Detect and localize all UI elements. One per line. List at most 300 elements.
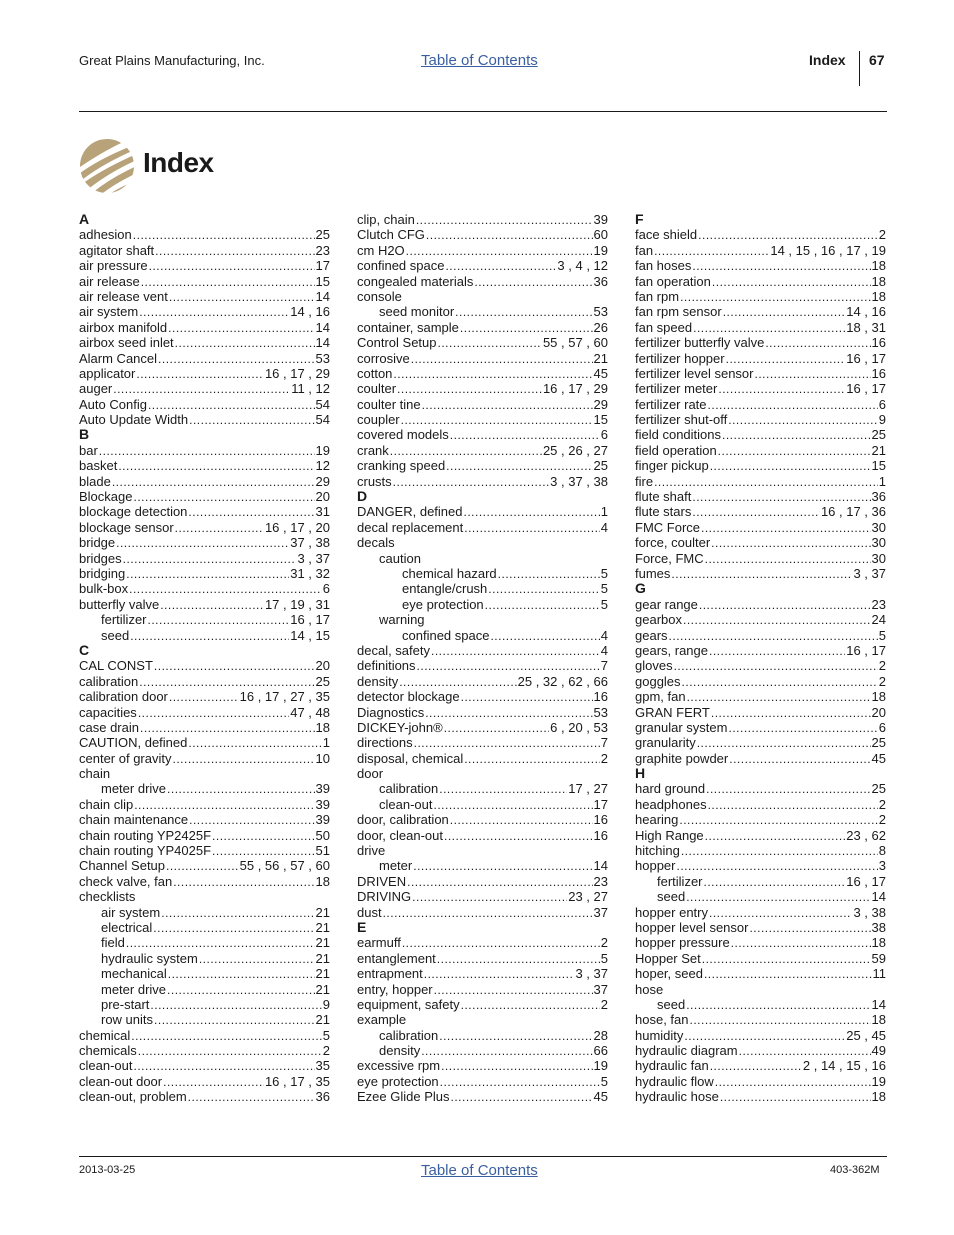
index-page-refs: 31 xyxy=(315,504,330,520)
dot-leader xyxy=(705,552,871,567)
index-entry xyxy=(635,966,886,981)
dot-leader xyxy=(139,675,314,690)
dot-leader xyxy=(711,706,871,721)
index-term: entry, hopper xyxy=(357,981,433,997)
index-term: GRAN FERT xyxy=(635,704,710,720)
dot-leader xyxy=(425,706,592,721)
index-column-1 xyxy=(79,212,330,1105)
index-term: excessive rpm xyxy=(357,1058,441,1074)
footer-rule xyxy=(79,1156,887,1157)
dot-leader xyxy=(464,505,600,520)
index-entry xyxy=(635,504,886,519)
index-entry xyxy=(635,474,886,489)
index-entry xyxy=(79,1058,330,1073)
index-entry xyxy=(357,1028,608,1043)
dot-leader xyxy=(444,829,593,844)
dot-leader xyxy=(434,983,593,998)
index-term: congealed materials xyxy=(357,273,474,289)
index-term: Auto Update Width xyxy=(79,412,189,428)
header-toc-link[interactable]: Table of Contents xyxy=(421,52,538,69)
index-page-refs: 2 xyxy=(600,750,608,766)
dot-leader xyxy=(421,1044,592,1059)
index-page-refs: 7 xyxy=(600,658,608,674)
index-entry xyxy=(79,674,330,689)
index-term: FMC Force xyxy=(635,519,700,535)
dot-leader xyxy=(173,752,315,767)
index-term: cotton xyxy=(357,365,393,381)
index-page-refs: 17 xyxy=(593,796,608,812)
dot-leader xyxy=(445,259,556,274)
index-term: hearing xyxy=(635,812,679,828)
dot-leader xyxy=(451,1090,593,1105)
index-page-refs: 9 xyxy=(322,996,330,1012)
dot-leader xyxy=(414,736,600,751)
index-entry xyxy=(357,797,608,812)
index-term: pre-start xyxy=(101,996,150,1012)
index-page-refs: 3 , 37 xyxy=(575,966,608,982)
dot-leader xyxy=(692,505,820,520)
index-term: calibration xyxy=(79,673,139,689)
index-page-refs: 38 xyxy=(871,919,886,935)
dot-leader xyxy=(498,567,600,582)
index-entry xyxy=(635,997,886,1012)
index-page-refs: 18 xyxy=(315,873,330,889)
index-entry xyxy=(79,366,330,381)
index-term: fan rpm xyxy=(635,288,680,304)
index-term: applicator xyxy=(79,365,136,381)
index-entry xyxy=(635,412,886,427)
index-page-refs: 28 xyxy=(593,1027,608,1043)
dot-leader xyxy=(212,829,315,844)
index-page-refs: 30 xyxy=(871,535,886,551)
dot-leader xyxy=(654,244,769,259)
dot-leader xyxy=(116,536,289,551)
dot-leader xyxy=(440,1075,600,1090)
index-term: bridging xyxy=(79,565,126,581)
index-page-refs: 53 xyxy=(593,704,608,720)
index-entry xyxy=(79,274,330,289)
index-page-refs: 39 xyxy=(593,212,608,227)
great-plains-logo-icon xyxy=(79,137,135,195)
index-term: cranking speed xyxy=(357,458,446,474)
index-page-refs: 36 xyxy=(315,1089,330,1105)
dot-leader xyxy=(671,567,852,582)
index-term: Blockage xyxy=(79,489,133,505)
index-term: fire xyxy=(635,473,654,489)
index-entry xyxy=(79,1043,330,1058)
index-term: field operation xyxy=(635,442,717,458)
index-entry xyxy=(79,535,330,550)
index-page-refs: 21 xyxy=(315,1012,330,1028)
index-page-refs: 16 , 17 , 20 xyxy=(264,519,330,535)
dot-leader xyxy=(490,629,599,644)
dot-leader xyxy=(123,552,297,567)
index-entry xyxy=(635,935,886,950)
index-entry xyxy=(79,381,330,396)
dot-leader xyxy=(169,290,315,305)
index-entry xyxy=(357,443,608,458)
index-entry xyxy=(79,735,330,750)
dot-leader xyxy=(173,875,314,890)
dot-leader xyxy=(439,782,567,797)
index-page-refs: 45 xyxy=(593,1089,608,1105)
index-page-refs: 3 xyxy=(878,858,886,874)
index-entry xyxy=(79,1012,330,1027)
index-term: Clutch CFG xyxy=(357,227,425,243)
index-page-refs: 7 xyxy=(600,735,608,751)
index-page-refs: 1 xyxy=(878,473,886,489)
index-entry xyxy=(357,1043,608,1058)
index-term: density xyxy=(379,1043,421,1059)
dot-leader xyxy=(679,813,877,828)
index-entry xyxy=(357,628,608,643)
index-entry xyxy=(635,1058,886,1073)
index-entry xyxy=(79,304,330,319)
index-entry xyxy=(357,520,608,535)
index-page-refs: 6 xyxy=(878,396,886,412)
dot-leader xyxy=(148,398,315,413)
dot-leader xyxy=(188,505,314,520)
index-entry xyxy=(635,812,886,827)
index-entry xyxy=(635,735,886,750)
dot-leader xyxy=(455,305,592,320)
index-entry xyxy=(79,966,330,981)
dot-leader xyxy=(133,490,314,505)
dot-leader xyxy=(431,644,600,659)
page-number: 67 xyxy=(869,52,885,68)
header-rule xyxy=(79,111,887,112)
dot-leader xyxy=(708,398,878,413)
index-entry xyxy=(635,920,886,935)
index-term: check valve, fan xyxy=(79,873,173,889)
index-page-refs: 2 xyxy=(600,935,608,951)
index-page-refs: 15 xyxy=(593,412,608,428)
index-term: hydraulic flow xyxy=(635,1073,714,1089)
index-entry xyxy=(79,628,330,643)
index-page-refs: 54 xyxy=(315,396,330,412)
index-entry xyxy=(357,335,608,350)
index-entry xyxy=(79,905,330,920)
index-term: mechanical xyxy=(101,966,167,982)
index-entry xyxy=(79,1028,330,1043)
index-term: seed xyxy=(101,627,130,643)
index-entry xyxy=(635,1074,886,1089)
dot-leader xyxy=(401,413,593,428)
dot-leader xyxy=(720,1090,871,1105)
dot-leader xyxy=(133,228,315,243)
index-page-refs: 49 xyxy=(871,1043,886,1059)
index-term: flute stars xyxy=(635,504,692,520)
index-term: DRIVING xyxy=(357,889,412,905)
index-entry xyxy=(357,781,608,796)
index-page-refs: 23 , 62 xyxy=(846,827,886,843)
dot-leader xyxy=(154,659,315,674)
dot-leader xyxy=(189,413,314,428)
dot-leader xyxy=(438,336,542,351)
index-term: fan rpm sensor xyxy=(635,304,722,320)
index-page-refs: 14 , 15 xyxy=(290,627,330,643)
index-term: Force, FMC xyxy=(635,550,704,566)
index-entry xyxy=(79,566,330,581)
index-page-refs: 2 xyxy=(322,1043,330,1059)
index-term: fertilizer hopper xyxy=(635,350,725,366)
index-group-term: hose xyxy=(635,981,664,997)
index-term: chain maintenance xyxy=(79,812,189,828)
index-entry xyxy=(357,689,608,704)
dot-leader xyxy=(739,1044,871,1059)
index-page-refs: 19 xyxy=(593,1058,608,1074)
index-term: fumes xyxy=(635,565,671,581)
index-entry xyxy=(635,643,886,658)
dot-leader xyxy=(681,844,878,859)
index-group-term: drive xyxy=(357,843,386,859)
dot-leader xyxy=(163,1075,264,1090)
index-page-refs: 37 xyxy=(593,904,608,920)
index-page-refs: 18 xyxy=(871,1012,886,1028)
index-entry xyxy=(79,720,330,735)
index-page-refs: 17 , 27 xyxy=(568,781,608,797)
index-entry xyxy=(79,705,330,720)
footer-doc-number: 403-362M xyxy=(830,1164,880,1176)
index-term: fertilizer level sensor xyxy=(635,365,754,381)
index-entry xyxy=(79,489,330,504)
index-entry xyxy=(635,720,886,735)
dot-leader xyxy=(682,675,878,690)
dot-leader xyxy=(461,690,593,705)
index-page-refs: 30 xyxy=(871,519,886,535)
index-entry xyxy=(357,227,608,242)
index-column-3 xyxy=(635,212,886,1105)
dot-leader xyxy=(450,428,600,443)
index-term: density xyxy=(357,673,399,689)
index-page-refs: 10 xyxy=(315,750,330,766)
index-term: DICKEY-john® xyxy=(357,719,443,735)
index-page-refs: 5 xyxy=(600,596,608,612)
index-term: gearbox xyxy=(635,612,682,628)
dot-leader xyxy=(728,413,878,428)
index-term: hose, fan xyxy=(635,1012,689,1028)
index-term: auger xyxy=(79,381,113,397)
index-term: fertilizer xyxy=(101,612,147,628)
index-page-refs: 6 xyxy=(878,719,886,735)
dot-leader xyxy=(407,875,592,890)
index-page-refs: 16 , 17 xyxy=(846,350,886,366)
index-entry xyxy=(79,581,330,596)
index-entry xyxy=(635,397,886,412)
index-group-term: console xyxy=(357,288,402,304)
index-page-refs: 6 xyxy=(322,581,330,597)
dot-leader xyxy=(390,444,542,459)
index-entry xyxy=(635,705,886,720)
index-letter-heading: E xyxy=(357,918,367,935)
index-entry xyxy=(635,889,886,904)
index-term: hoper, seed xyxy=(635,966,703,982)
index-term: chemical xyxy=(79,1027,131,1043)
dot-leader xyxy=(399,675,516,690)
index-entry xyxy=(79,520,330,535)
index-term: bridges xyxy=(79,550,122,566)
index-page-refs: 5 xyxy=(600,1073,608,1089)
index-entry xyxy=(635,858,886,873)
index-page-refs: 12 xyxy=(315,458,330,474)
index-page-refs: 50 xyxy=(315,827,330,843)
index-entry xyxy=(635,535,886,550)
dot-leader xyxy=(199,952,315,967)
index-page-refs: 5 xyxy=(322,1027,330,1043)
index-page-refs: 18 xyxy=(871,935,886,951)
dot-leader xyxy=(718,444,871,459)
dot-leader xyxy=(417,659,600,674)
index-page-refs: 17 , 19 , 31 xyxy=(264,596,330,612)
dot-leader xyxy=(155,244,314,259)
index-page-refs: 23 xyxy=(871,596,886,612)
dot-leader xyxy=(444,721,549,736)
index-page-refs: 31 , 32 xyxy=(290,565,330,581)
index-term: air system xyxy=(79,304,139,320)
index-term: hydraulic diagram xyxy=(635,1043,738,1059)
index-entry xyxy=(357,427,608,442)
index-page-refs: 16 , 17 xyxy=(846,381,886,397)
index-page-refs: 18 xyxy=(871,273,886,289)
index-entry xyxy=(79,982,330,997)
index-term: chain clip xyxy=(79,796,134,812)
index-page-refs: 3 , 37 xyxy=(853,565,886,581)
index-term: hard ground xyxy=(635,781,706,797)
dot-leader xyxy=(690,1013,871,1028)
index-term: disposal, chemical xyxy=(357,750,464,766)
index-page-refs: 16 xyxy=(871,335,886,351)
index-entry xyxy=(357,951,608,966)
dot-leader xyxy=(138,706,289,721)
index-page-refs: 55 , 57 , 60 xyxy=(542,335,608,351)
dot-leader xyxy=(701,521,871,536)
index-term: clean-out, problem xyxy=(79,1089,187,1105)
index-page-refs: 16 , 17 xyxy=(846,873,886,889)
dot-leader xyxy=(718,382,845,397)
index-page-refs: 26 xyxy=(593,319,608,335)
index-term: Channel Setup xyxy=(79,858,166,874)
index-page-refs: 16 xyxy=(871,365,886,381)
index-entry xyxy=(79,828,330,843)
footer-toc-link[interactable]: Table of Contents xyxy=(421,1162,538,1179)
index-page-refs: 3 , 4 , 12 xyxy=(557,258,608,274)
index-page-refs: 24 xyxy=(871,612,886,628)
index-page-refs: 16 , 17 , 36 xyxy=(820,504,886,520)
index-page-refs: 9 xyxy=(878,412,886,428)
index-term: clip, chain xyxy=(357,212,415,227)
dot-leader xyxy=(464,521,600,536)
index-entry xyxy=(357,581,608,596)
dot-leader xyxy=(441,1059,592,1074)
index-entry xyxy=(357,212,608,227)
index-page-refs: 39 xyxy=(315,796,330,812)
index-entry xyxy=(635,243,886,258)
index-term: blade xyxy=(79,473,111,489)
index-entry xyxy=(357,720,608,735)
index-entry xyxy=(635,458,886,473)
dot-leader xyxy=(710,1059,802,1074)
index-column-2 xyxy=(357,212,608,1105)
header-divider xyxy=(859,51,860,86)
index-term: crank xyxy=(357,442,389,458)
index-term: chain routing YP4025F xyxy=(79,843,212,859)
index-entry xyxy=(635,566,886,581)
index-page-refs: 14 , 16 xyxy=(290,304,330,320)
index-entry xyxy=(79,951,330,966)
index-term: container, sample xyxy=(357,319,459,335)
dot-leader xyxy=(731,936,871,951)
index-term: CAUTION, defined xyxy=(79,735,188,751)
index-entry xyxy=(357,966,608,981)
dot-leader xyxy=(692,490,870,505)
dot-leader xyxy=(697,736,871,751)
index-page-refs: 14 , 16 xyxy=(846,304,886,320)
dot-leader xyxy=(715,1075,871,1090)
index-page-refs: 25 , 26 , 27 xyxy=(542,442,608,458)
index-page-refs: 25 xyxy=(871,427,886,443)
index-page-refs: 23 , 27 xyxy=(568,889,608,905)
index-group-term: door xyxy=(357,766,384,782)
index-term: seed xyxy=(657,996,686,1012)
index-entry xyxy=(635,520,886,535)
index-entry xyxy=(357,735,608,750)
index-page-refs: 14 xyxy=(315,335,330,351)
index-page-refs: 2 xyxy=(600,996,608,1012)
dot-leader xyxy=(412,890,567,905)
index-term: Ezee Glide Plus xyxy=(357,1089,450,1105)
dot-leader xyxy=(686,890,870,905)
index-term: case drain xyxy=(79,719,139,735)
index-term: High Range xyxy=(635,827,704,843)
index-entry xyxy=(79,997,330,1012)
index-entry xyxy=(357,1058,608,1073)
dot-leader xyxy=(168,967,315,982)
index-page-refs: 21 xyxy=(315,966,330,982)
index-entry xyxy=(357,828,608,843)
dot-leader xyxy=(148,613,290,628)
index-page-refs: 21 xyxy=(315,904,330,920)
index-page-refs: 2 xyxy=(878,673,886,689)
index-entry xyxy=(357,751,608,766)
index-term: directions xyxy=(357,735,413,751)
index-page-refs: 21 xyxy=(315,981,330,997)
index-term: adhesion xyxy=(79,227,132,243)
index-page-refs: 16 , 17 , 29 xyxy=(264,365,330,381)
index-term: seed xyxy=(657,889,686,905)
dot-leader xyxy=(161,906,314,921)
index-entry xyxy=(357,935,608,950)
index-entry xyxy=(357,474,608,489)
index-page-refs: 30 xyxy=(871,550,886,566)
index-page-refs: 16 , 17 , 35 xyxy=(264,1073,330,1089)
index-entry xyxy=(357,566,608,581)
index-group-term: decals xyxy=(357,535,395,551)
dot-leader xyxy=(416,213,593,228)
dot-leader xyxy=(722,428,871,443)
dot-leader xyxy=(706,782,870,797)
index-page-refs: 20 xyxy=(871,704,886,720)
dot-leader xyxy=(166,859,239,874)
dot-leader xyxy=(149,259,315,274)
section-label: Index xyxy=(809,52,846,68)
index-term: entanglement xyxy=(357,950,436,966)
index-entry xyxy=(357,412,608,427)
index-entry xyxy=(79,797,330,812)
index-term: basket xyxy=(79,458,118,474)
index-page-refs: 39 xyxy=(315,812,330,828)
index-page-refs: 55 , 56 , 57 , 60 xyxy=(239,858,330,874)
index-group-term: checklists xyxy=(79,889,136,905)
